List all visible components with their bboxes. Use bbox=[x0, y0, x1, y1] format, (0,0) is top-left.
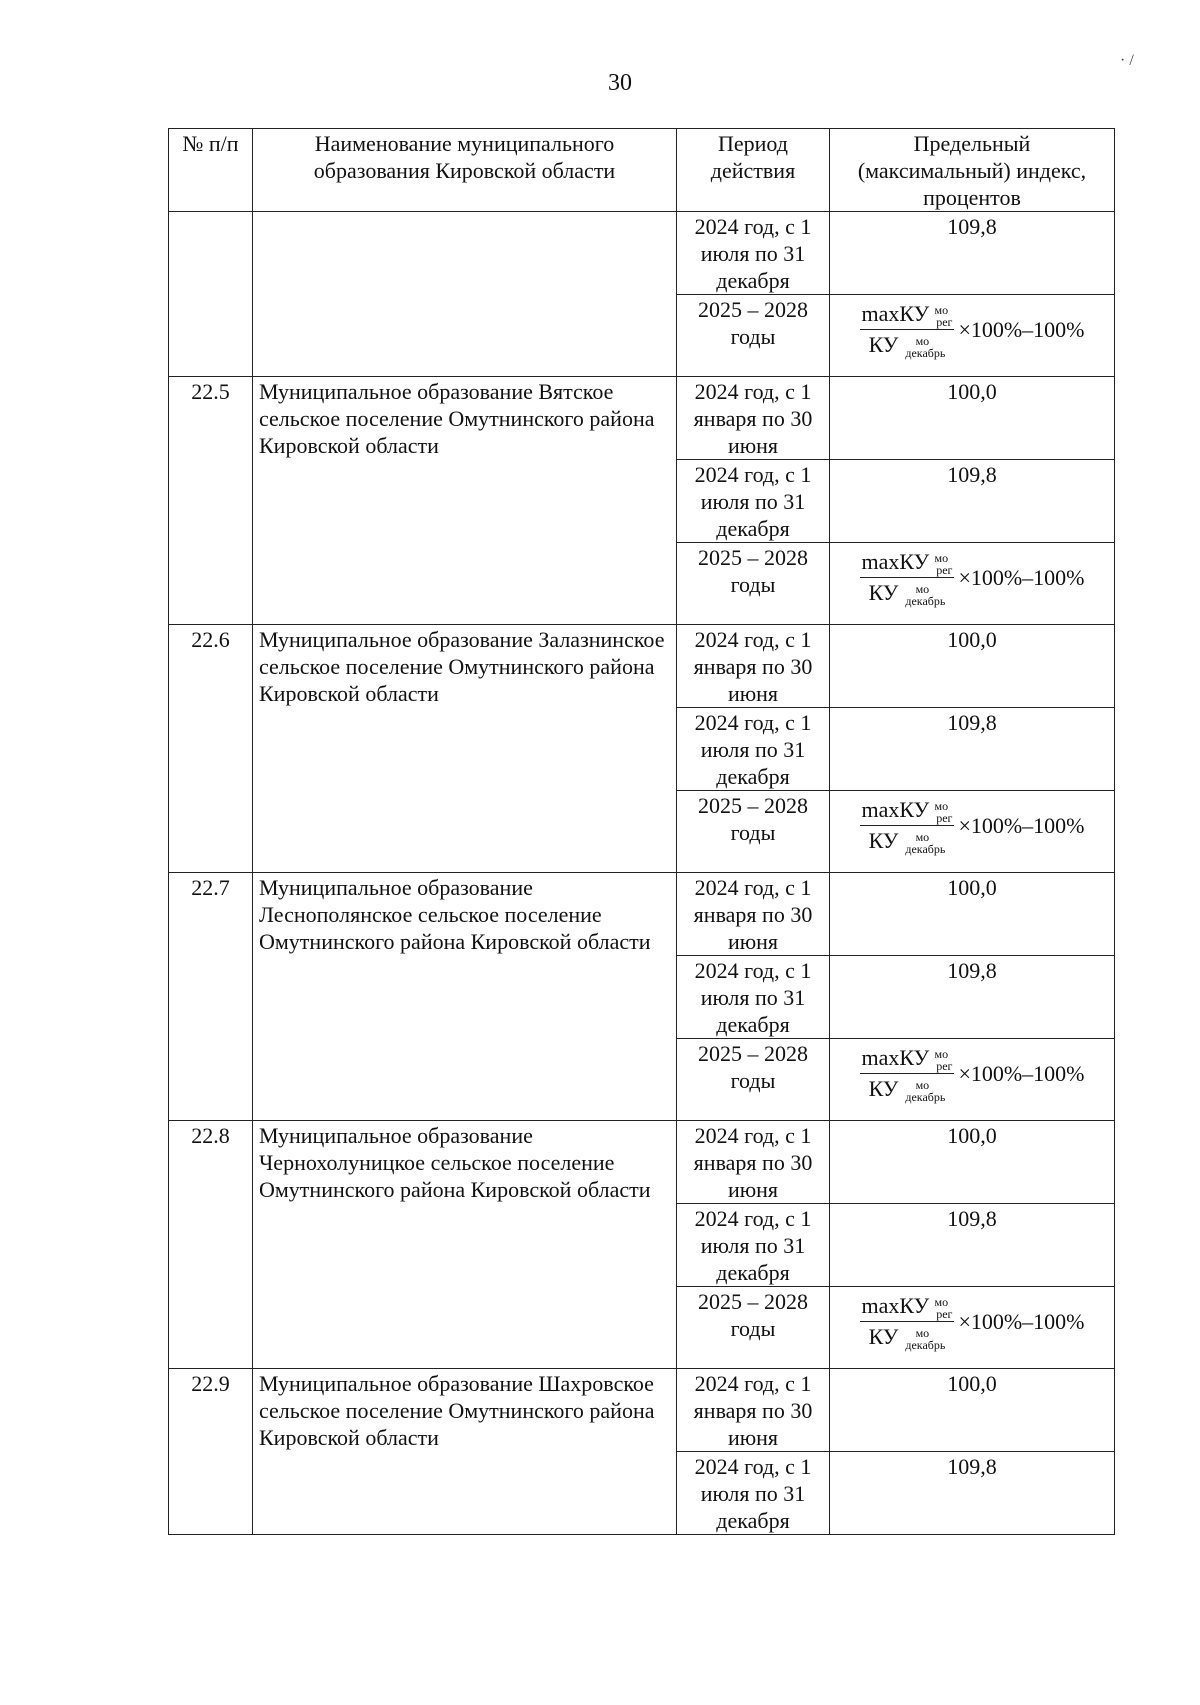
scan-mark: · / bbox=[1120, 52, 1134, 69]
formula-num-sub: рег bbox=[936, 810, 953, 825]
formula-den-sup: мо bbox=[915, 581, 930, 596]
formula-num-sup: мо bbox=[934, 302, 949, 317]
period-cell: 2024 год, с 1 июля по 31 декабря bbox=[677, 1452, 830, 1535]
table-header-row bbox=[169, 129, 1115, 212]
formula bbox=[860, 1292, 1085, 1351]
formula-denominator: КУ bbox=[868, 827, 899, 853]
period-cell: 2024 год, с 1 января по 30 июня bbox=[677, 873, 830, 956]
formula-numerator: maxКУ bbox=[861, 1045, 930, 1070]
period-cell: 2025 – 2028 годы bbox=[677, 791, 830, 873]
period-cell: 2024 год, с 1 июля по 31 декабря bbox=[677, 460, 830, 543]
row-number: 22.8 bbox=[169, 1121, 253, 1369]
formula bbox=[860, 548, 1085, 607]
index-value: 109,8 bbox=[830, 1452, 1115, 1535]
formula-fraction bbox=[860, 1044, 955, 1103]
formula-numerator: maxКУ bbox=[861, 301, 930, 326]
formula-den-sup: мо bbox=[915, 829, 930, 844]
row-number: 22.6 bbox=[169, 625, 253, 873]
formula-num-sub: рег bbox=[936, 1058, 953, 1073]
index-value: 109,8 bbox=[830, 212, 1115, 295]
formula-numerator: maxКУ bbox=[861, 549, 930, 574]
formula-num-sup: мо bbox=[934, 550, 949, 565]
header-name: Наименование муниципального образования Кировской области bbox=[253, 129, 677, 212]
row-number: 22.5 bbox=[169, 377, 253, 625]
formula-rest: ×100%–100% bbox=[958, 1060, 1085, 1086]
header-period: Период действия bbox=[677, 129, 830, 212]
formula-num-sub: рег bbox=[936, 314, 953, 329]
table-row bbox=[169, 625, 1115, 708]
index-value: 100,0 bbox=[830, 625, 1115, 708]
index-value: 109,8 bbox=[830, 1204, 1115, 1287]
formula bbox=[860, 300, 1085, 359]
table-row bbox=[169, 212, 1115, 295]
header-num: № п/п bbox=[169, 129, 253, 212]
formula-den-sub: декабрь bbox=[905, 1089, 946, 1104]
index-value: 109,8 bbox=[830, 460, 1115, 543]
period-cell: 2024 год, с 1 июля по 31 декабря bbox=[677, 708, 830, 791]
municipality-name: Муниципальное образование Залазнинское сельское поселение Омутнинского района Кировской области bbox=[253, 625, 677, 873]
tariff-index-table bbox=[168, 128, 1115, 1535]
table-row bbox=[169, 1369, 1115, 1452]
formula-numerator: maxКУ bbox=[861, 797, 930, 822]
row-name-cell bbox=[253, 212, 677, 377]
formula-num-sup: мо bbox=[934, 798, 949, 813]
formula-fraction bbox=[860, 1292, 955, 1351]
index-value: 100,0 bbox=[830, 1121, 1115, 1204]
index-formula bbox=[830, 543, 1115, 625]
index-value: 109,8 bbox=[830, 956, 1115, 1039]
formula bbox=[860, 1044, 1085, 1103]
period-cell: 2025 – 2028 годы bbox=[677, 543, 830, 625]
period-cell: 2024 год, с 1 июля по 31 декабря bbox=[677, 1204, 830, 1287]
municipality-name: Муниципальное образование Леснополянское сельское поселение Омутнинского района Кировской области bbox=[253, 873, 677, 1121]
index-formula bbox=[830, 295, 1115, 377]
period-cell: 2024 год, с 1 января по 30 июня bbox=[677, 625, 830, 708]
formula-num-sub: рег bbox=[936, 1306, 953, 1321]
formula bbox=[860, 796, 1085, 855]
formula-num-sub: рег bbox=[936, 562, 953, 577]
formula-numerator: maxКУ bbox=[861, 1293, 930, 1318]
header-index: Предельный (максимальный) индекс, процентов bbox=[830, 129, 1115, 212]
index-value: 109,8 bbox=[830, 708, 1115, 791]
row-number: 22.9 bbox=[169, 1369, 253, 1535]
formula-den-sup: мо bbox=[915, 1077, 930, 1092]
formula-rest: ×100%–100% bbox=[958, 564, 1085, 590]
index-value: 100,0 bbox=[830, 377, 1115, 460]
table-row bbox=[169, 1121, 1115, 1204]
index-value: 100,0 bbox=[830, 873, 1115, 956]
formula-fraction bbox=[860, 548, 955, 607]
period-cell: 2025 – 2028 годы bbox=[677, 1287, 830, 1369]
period-cell: 2025 – 2028 годы bbox=[677, 1039, 830, 1121]
formula-den-sup: мо bbox=[915, 1325, 930, 1340]
row-number: 22.7 bbox=[169, 873, 253, 1121]
municipality-name: Муниципальное образование Чернохолуницкое сельское поселение Омутнинского района Кировской области bbox=[253, 1121, 677, 1369]
formula-den-sub: декабрь bbox=[905, 841, 946, 856]
period-cell: 2024 год, с 1 июля по 31 декабря bbox=[677, 956, 830, 1039]
formula-rest: ×100%–100% bbox=[958, 1308, 1085, 1334]
index-formula bbox=[830, 1287, 1115, 1369]
index-value: 100,0 bbox=[830, 1369, 1115, 1452]
table-row bbox=[169, 873, 1115, 956]
period-cell: 2025 – 2028 годы bbox=[677, 295, 830, 377]
page-number: 30 bbox=[608, 70, 632, 96]
formula-denominator: КУ bbox=[868, 1075, 899, 1101]
period-cell: 2024 год, с 1 января по 30 июня bbox=[677, 1369, 830, 1452]
formula-denominator: КУ bbox=[868, 579, 899, 605]
formula-den-sup: мо bbox=[915, 333, 930, 348]
municipality-name: Муниципальное образование Вятское сельское поселение Омутнинского района Кировской области bbox=[253, 377, 677, 625]
period-cell: 2024 год, с 1 января по 30 июня bbox=[677, 377, 830, 460]
formula-den-sub: декабрь bbox=[905, 1337, 946, 1352]
formula-num-sup: мо bbox=[934, 1294, 949, 1309]
table-body bbox=[169, 212, 1115, 1535]
formula-fraction bbox=[860, 300, 955, 359]
municipality-name: Муниципальное образование Шахровское сельское поселение Омутнинского района Кировской области bbox=[253, 1369, 677, 1535]
table-row bbox=[169, 377, 1115, 460]
formula-denominator: КУ bbox=[868, 331, 899, 357]
formula-den-sub: декабрь bbox=[905, 593, 946, 608]
formula-rest: ×100%–100% bbox=[958, 316, 1085, 342]
formula-num-sup: мо bbox=[934, 1046, 949, 1061]
formula-denominator: КУ bbox=[868, 1323, 899, 1349]
period-cell: 2024 год, с 1 июля по 31 декабря bbox=[677, 212, 830, 295]
formula-rest: ×100%–100% bbox=[958, 812, 1085, 838]
row-num-cell bbox=[169, 212, 253, 377]
index-formula bbox=[830, 1039, 1115, 1121]
index-formula bbox=[830, 791, 1115, 873]
formula-den-sub: декабрь bbox=[905, 345, 946, 360]
formula-fraction bbox=[860, 796, 955, 855]
period-cell: 2024 год, с 1 января по 30 июня bbox=[677, 1121, 830, 1204]
